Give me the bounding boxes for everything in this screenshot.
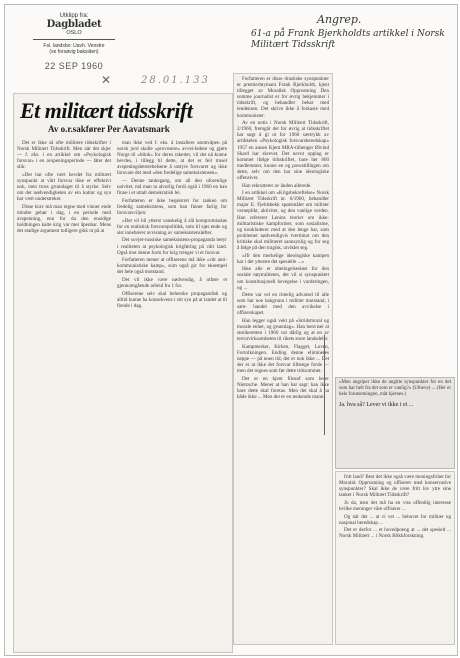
paragraph: Det er ikke så ofte militære tidsskrifter i Norsk Militært Tidsskrift. Men når det skjer — f. eks. i en artikkel om «Psykologisk forsvar» i en avspeningsperiode — låter det slik:	[17, 140, 111, 171]
paragraph: fritt land? Best det ikke også være meningsfrihet for Moralsk Opprustning og offiserer med konservative synspunkter? Skal ikke de være fritt lov ytre sine tanker i Norsk Militært Tidsskrift?	[339, 474, 451, 499]
paragraph: «Det vil bli ytterst vanskelig å slå kompromissløs for en realistisk forsvarspolitikk, som til sjøs ende og sist innebærer avvisning av sameksistensløfter.	[117, 217, 227, 236]
paragraph: — Denne tankegang, om all den uforenlige naivitet, må man ta alvorlig fordi også i 1960 en kan finne i et uttalt demokratisk lei.	[117, 178, 227, 197]
paragraph: Det sovjet-russiske sameksistens-propaganda betyr i realiteten at psykologisk krigføring på vårt land. Også mot denne form for krig trenger vi et forsvar.	[117, 237, 227, 256]
paragraph: I en artikkel om «Krigsbekreftelse» Norsk Militært Tidsskrift nr. 6/1960, behandler major E. Fjeldsbekk spørsmålet om militær verneplikt, aktivitet, og den vanlige verden. Han refererer Lenins teorier om ikke-militaristiske kampformer, som sosialisme, og konkluderer med at den lenge har, som problemet nødvendigvis tvertimot om den kritiske skal militæret sannsynlig og for seg å følge på den tragisk, utviklet seg.	[237, 190, 329, 252]
paragraph: Og når det ... at vi vet ... behovet for militær og nasjonal beredskap ...	[339, 513, 451, 526]
paragraph: Forfatteren er disse drastiske synspunkter er premierløytnant Frank Bjerkholdt, kjent tillegget av Morallsk Opprustning Den somme journalist er for øvrig bekjemmer i tidsskrift, og behandler behar med tendensen. Det skrive ikke å forkaste med kommunister.	[237, 76, 329, 119]
clipping-main	[13, 93, 233, 653]
paragraph: Ikke alle er ubetingelsesløst for den sosiale nøytraliteten, det vil si synspunktet om konstitusjonell bevegelse i vurderingen, og ...	[237, 266, 329, 291]
archive-number: 28.01.133	[141, 75, 210, 86]
paragraph: Han rekrutterer av ånden allerede.	[242, 182, 312, 189]
margin-line	[323, 335, 325, 435]
article-columns	[14, 138, 232, 312]
annotation-closing: Ja. hva så? Lever vi ikke i et ...	[339, 402, 414, 409]
annotation-text: «Men angriper ikke de angitte synspunkter for en del som har helt fra det som er vanlig?» (Utheve) ... (Her er hele forutsetningen, måt kjernes.)	[339, 380, 451, 398]
clipping-service-stamp	[27, 13, 121, 71]
paragraph: «Jfr den merkelige ideologiske kampen har i det ytterste det spesielle ...»	[237, 252, 329, 265]
stamp-info-line: (se forsøvig baksiden)	[49, 49, 99, 55]
article-headline: Et militært tidsskrift	[20, 98, 193, 123]
paragraph: Forfatteren mener at offiserene må ikke «vår anti-kommunistiske kamp», som også gir for eksempel det hele også motstand.	[117, 257, 227, 276]
paragraph: Det vil ikke være nødvendig, å utføre et gjennomgående arbeid fra 1 for.	[117, 276, 227, 290]
paragraph: Dette var vel en rimelig advarsel til alle som har noe bakgrunn i militær motstand, i sam- handel med den avvikelse i offiserskapet.	[237, 292, 329, 317]
paragraph: Disse krav må man regne med vinner ende mindre gehør i dag, i en periode med avspenning, enn for da den ensidige holdningen kalte krig var mer åpenbar. Mens det stadige argument tolligere gikk ut på at	[17, 203, 111, 235]
article-column-2	[114, 138, 230, 312]
pencil-mark-icon: ✕	[101, 73, 112, 87]
stamp-divider	[33, 39, 115, 40]
paragraph: Det er derfor ... et hovedpoeng at ... det spesielt ... Norsk Militært ... i Norsk Blikkforskning.	[339, 527, 451, 540]
paragraph: «Det har ofte vært hevdet fra militært synspunkt at vårt forsvar ikke er effektivt nok, men tross grunnlaget til å styrke. Selv om det nødvendigheten av ein kultur og syn har vært understreket.	[17, 171, 111, 203]
paragraph: Jo da, men det må ha en viss offentlig interesse hvilke meninger våre offiserer ...	[339, 499, 451, 512]
article-column-3	[234, 74, 332, 404]
clipping-column-4	[335, 471, 455, 645]
article-column-1	[14, 138, 114, 312]
paragraph: Han legger også vekt på «Stridsmoral og morale enhet, og grunnlag». Han henviser at streikeretten i 1960 var dårlig og at en av terrorvirksomheten til rikets store landsdeler.	[237, 318, 329, 343]
paragraph: Det er en kjent filosof som heter Nietzsche. Mener at han har sagt: han ikke bare dette skal foretas. Men det skal å ha både ikke ... Men det er en tenkende mann.	[237, 375, 329, 401]
paragraph: Offiserene selv skal beherske propagandisk og alltid kunne ha konsekvens i sitt syn på at landet at til fiende i dag.	[117, 290, 227, 309]
stamp-city: OSLO	[66, 30, 82, 36]
stamp-header: Utklipp fra:	[59, 13, 89, 19]
clipping-annotation	[335, 377, 455, 469]
paragraph: man ikke ved f. eks. å installere atomvåpen på norsk jord skulle «provosere» avvei-ledere og gjøre Norge til «blink» for deres raketter, vil det nå kunne hevdes, i tillegg til dette, at det er feil trusel avspeningsbestrebelsene å utstyre forsvaret og ikke forsvare det med «den fredelige sameksistensen».	[117, 140, 227, 177]
stamp-info-line: Fsl. landsbo: Uavh. Venstre	[43, 43, 105, 49]
paragraph: Forfatteren er ikke begeistret for tanken om fredelig sameksistens, som han finner farlig for forsvarsviljen:	[117, 197, 227, 217]
stamp-paper-name: Dagbladet	[46, 19, 102, 30]
article-byline: Av o.r.sakfører Per Aavatsmark	[48, 124, 170, 134]
handwritten-heading: Angrep.	[317, 13, 362, 26]
clipping-column-3	[233, 73, 333, 645]
scrapbook-page	[4, 4, 458, 656]
paragraph: Kampmerker, Kirken, Flagget, Loven, Fortolkningen. Ending denne elimineres neppe — på noen tid, det er nok ikke ... Det der er at ikke det forsvar tilhenge forde — men det regnes som før dette tidsrommet.	[237, 343, 329, 375]
stamp-date: 22 SEP 1960	[44, 61, 104, 71]
handwritten-note: 61-a på Frank Bjerkholdts artikkel i Norsk Militært Tidsskrift	[251, 29, 445, 50]
paragraph: Av en notis i Norsk Militært Tidsskrift, 2/1960, fremgår det for øvrig at tidsskriftet har søgt å gi ut for 1960 særtrykk av artikkelen «Psykologisk forsvarsberedskap» 1957 en annen Kjent MRA-tilhenger Øivind Skard har skrevet. Det nevnt opplag er kommet ifølge tidsskriftet, bare her 800 medlemmer, kunne en og pavestillingen om dette, selv om den har sine ideologiske offensiver.	[237, 120, 329, 181]
article-column-4	[336, 472, 454, 543]
